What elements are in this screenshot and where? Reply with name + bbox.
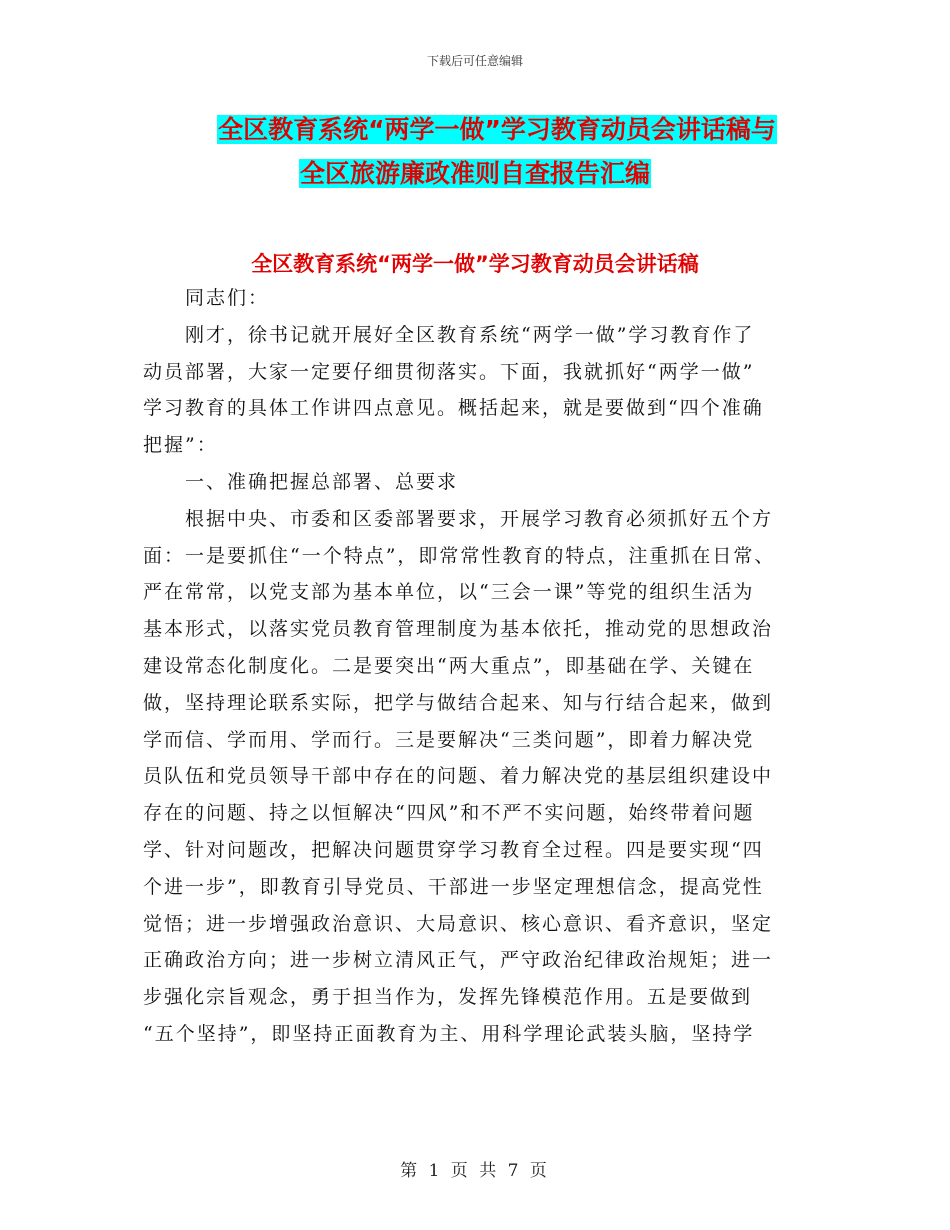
body-line: 觉悟；进一步增强政治意识、大局意识、核心意识、看齐意识，坚定 xyxy=(143,912,774,935)
body-line: 基本形式，以落实党员教育管理制度为基本依托，推动党的思想政治 xyxy=(143,618,774,641)
header-note: 下载后可任意编辑 xyxy=(426,54,523,68)
body-line: 正确政治方向；进一步树立清风正气，严守政治纪律政治规矩；进一 xyxy=(143,949,774,972)
body-line: 存在的问题、持之以恒解决“四风”和不严不实问题，始终带着问题 xyxy=(143,802,755,825)
document-title-line-1 xyxy=(22,113,950,147)
body-line: 学习教育的具体工作讲四点意见。概括起来，就是要做到“四个准确 xyxy=(143,397,764,420)
body-line: 员队伍和党员领导干部中存在的问题、着力解决党的基层组织建设中 xyxy=(143,765,774,788)
document-title-line-2 xyxy=(0,157,950,191)
body-line: 建设常态化制度化。二是要突出“两大重点”，即基础在学、关键在 xyxy=(143,655,755,677)
body-line: 步强化宗旨观念，勇于担当作为，发挥先锋模范作用。五是要做到 xyxy=(143,986,753,1009)
body-line: 动员部署，大家一定要仔细贯彻落实。下面，我就抓好“两学一做” xyxy=(143,360,755,383)
body-line: “五个坚持”，即坚持正面教育为主、用科学理论武装头脑，坚持学 xyxy=(143,1023,755,1045)
body-line: 学而信、学而用、学而行。三是要解决“三类问题”，即着力解决党 xyxy=(143,728,755,751)
body-line: 个进一步”，即教育引导党员、干部进一步坚定理想信念，提高党性 xyxy=(143,875,764,898)
body-line: 根据中央、市委和区委部署要求，开展学习教育必须抓好五个方 xyxy=(143,507,774,530)
body-line: 同志们： xyxy=(143,287,270,309)
body-line: 严在常常，以党支部为基本单位，以“三会一课”等党的组织生活为 xyxy=(143,581,755,604)
body-line: 一、准确把握总部署、总要求 xyxy=(143,471,459,493)
section-title: 全区教育系统“两学一做”学习教育动员会讲话稿 xyxy=(251,252,699,276)
body-line: 刚才，徐书记就开展好全区教育系统“两学一做”学习教育作了 xyxy=(143,323,755,346)
page-number-footer: 第 1 页 共 7 页 xyxy=(400,1161,550,1181)
title-highlight-1: 全区教育系统“两学一做”学习教育动员会讲话稿与 xyxy=(218,115,776,144)
body-line: 做，坚持理论联系实际，把学与做结合起来、知与行结合起来，做到 xyxy=(143,691,774,714)
body-line: 学、针对问题改，把解决问题贯穿学习教育全过程。四是要实现“四 xyxy=(143,839,764,861)
body-line: 把握”： xyxy=(143,434,218,457)
title-highlight-2: 全区旅游廉政准则自查报告汇编 xyxy=(299,159,650,188)
body-line: 面：一是要抓住“一个特点”，即常常性教育的特点，注重抓在日常、 xyxy=(143,544,776,567)
